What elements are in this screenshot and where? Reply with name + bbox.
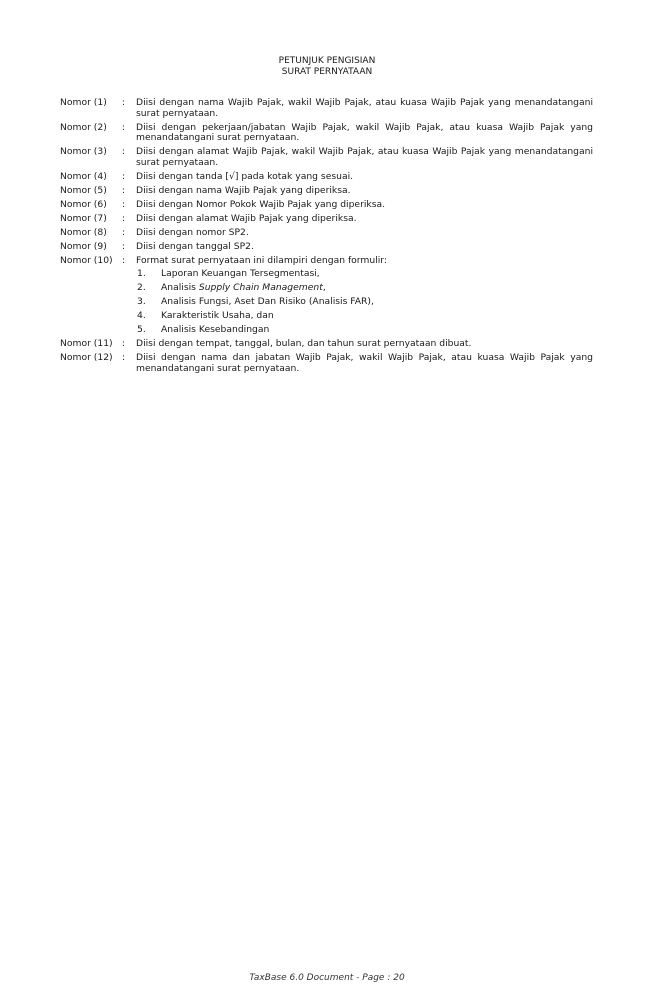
attachment-item bbox=[136, 269, 593, 280]
entry-text: Format surat pernyataan ini dilampiri dengan formulir: bbox=[136, 254, 388, 266]
attachment-text: Laporan Keuangan Tersegmentasi, bbox=[161, 268, 320, 279]
instruction-entry bbox=[60, 242, 593, 253]
attachment-text: Karakteristik Usaha, dan bbox=[161, 310, 274, 321]
entry-separator: : bbox=[122, 146, 126, 157]
entry-separator: : bbox=[122, 226, 126, 238]
entry-separator: : bbox=[122, 121, 126, 133]
entry-text: Diisi dengan tempat, tanggal, bulan, dan tahun surat pernyataan dibuat. bbox=[136, 338, 472, 349]
attachment-number: 2. bbox=[137, 282, 146, 293]
entry-separator: : bbox=[122, 338, 126, 349]
entry-label: Nomor (1) bbox=[60, 97, 107, 108]
entry-text: Diisi dengan pekerjaan/jabatan Wajib Pajak, wakil Wajib Pajak, atau kuasa Wajib Pajak yang menandatangani surat pernyataan. bbox=[136, 121, 593, 143]
entry-text: Diisi dengan nomor SP2. bbox=[136, 226, 249, 238]
instruction-entry bbox=[60, 147, 593, 168]
entry-label: Nomor (6) bbox=[60, 198, 107, 210]
attachment-item bbox=[136, 325, 593, 336]
entry-separator: : bbox=[122, 184, 126, 196]
entry-text: Diisi dengan nama dan jabatan Wajib Pajak, wakil Wajib Pajak, atau kuasa Wajib Pajak yang menandatangani surat pernyataan. bbox=[136, 352, 593, 374]
instruction-entry bbox=[60, 256, 593, 336]
attachment-item bbox=[136, 283, 593, 294]
instruction-entry bbox=[60, 339, 593, 350]
attachment-number: 1. bbox=[137, 268, 146, 279]
entry-separator: : bbox=[122, 170, 126, 182]
title-line-1: PETUNJUK PENGISIAN bbox=[278, 56, 376, 66]
entry-separator: : bbox=[122, 254, 126, 266]
attachment-text-suffix: , bbox=[322, 282, 326, 293]
instruction-entry bbox=[60, 214, 593, 225]
entry-text: Diisi dengan alamat Wajib Pajak, wakil Wajib Pajak, atau kuasa Wajib Pajak yang menandatangani surat pernyataan. bbox=[136, 146, 593, 168]
entry-separator: : bbox=[122, 198, 126, 210]
attachment-item bbox=[136, 311, 593, 322]
attachment-list bbox=[136, 269, 593, 336]
attachment-number: 3. bbox=[137, 296, 146, 307]
attachment-text: Analisis Kesebandingan bbox=[161, 324, 270, 335]
page-footer: TaxBase 6.0 Document - Page : 20 bbox=[249, 973, 405, 983]
entry-label: Nomor (9) bbox=[60, 240, 107, 252]
entry-label: Nomor (7) bbox=[60, 212, 107, 224]
entry-separator: : bbox=[122, 352, 126, 363]
entry-label: Nomor (3) bbox=[60, 146, 107, 157]
entry-text: Diisi dengan nama Wajib Pajak, wakil Wajib Pajak, atau kuasa Wajib Pajak yang menandatangani surat pernyataan. bbox=[136, 97, 593, 119]
entry-separator: : bbox=[122, 240, 126, 252]
entry-text: Diisi dengan tanda [√] pada kotak yang sesuai. bbox=[136, 170, 354, 182]
instruction-entry bbox=[60, 353, 593, 374]
entry-label: Nomor (11) bbox=[60, 338, 113, 349]
entry-label: Nomor (8) bbox=[60, 226, 107, 238]
page-title bbox=[0, 56, 654, 78]
instruction-entry bbox=[60, 186, 593, 197]
entry-content bbox=[136, 256, 593, 336]
entry-text: Diisi dengan nama Wajib Pajak yang diperiksa. bbox=[136, 184, 351, 196]
entry-label: Nomor (5) bbox=[60, 184, 107, 196]
entry-text: Diisi dengan Nomor Pokok Wajib Pajak yang diperiksa. bbox=[136, 198, 386, 210]
entry-text: Diisi dengan tanggal SP2. bbox=[136, 240, 254, 252]
entry-text: Diisi dengan alamat Wajib Pajak yang diperiksa. bbox=[136, 212, 357, 224]
instruction-entry bbox=[60, 98, 593, 119]
entry-label: Nomor (12) bbox=[60, 352, 113, 363]
entry-label: Nomor (2) bbox=[60, 121, 107, 133]
instruction-entry bbox=[60, 172, 593, 183]
title-line-2: SURAT PERNYATAAN bbox=[281, 67, 373, 77]
attachment-number: 5. bbox=[137, 324, 146, 335]
instruction-entry bbox=[60, 200, 593, 211]
attachment-item bbox=[136, 297, 593, 308]
entry-label: Nomor (4) bbox=[60, 170, 107, 182]
instruction-entry bbox=[60, 228, 593, 239]
attachment-number: 4. bbox=[137, 310, 146, 321]
attachment-text-italic: Supply Chain Management bbox=[198, 282, 323, 293]
entry-separator: : bbox=[122, 212, 126, 224]
entry-separator: : bbox=[122, 97, 126, 108]
attachment-text: Analisis Fungsi, Aset Dan Risiko (Analisis FAR), bbox=[161, 296, 374, 307]
attachment-text-prefix: Analisis bbox=[161, 282, 199, 293]
attachment-text bbox=[161, 283, 593, 294]
entry-label: Nomor (10) bbox=[60, 254, 113, 266]
instruction-list bbox=[60, 98, 593, 378]
instruction-entry bbox=[60, 123, 593, 144]
